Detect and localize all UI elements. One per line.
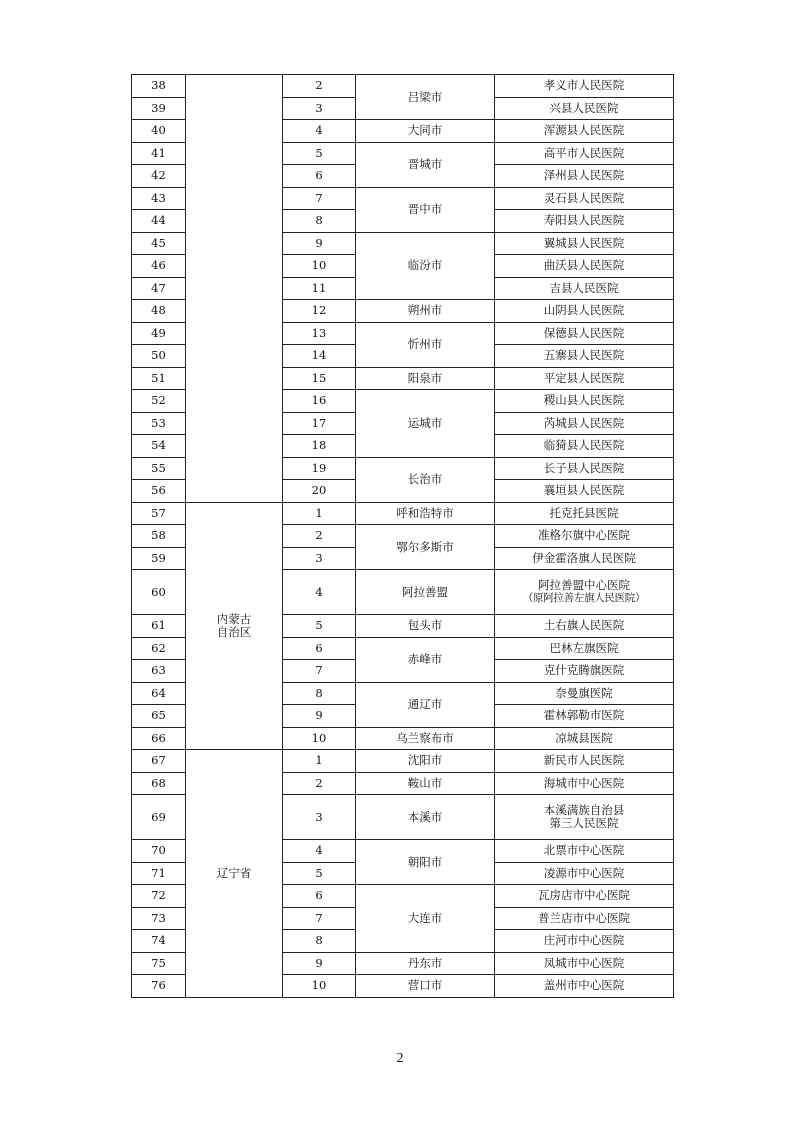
hospital-name: 山阴县人民医院 bbox=[543, 303, 625, 318]
row-number-cell: 71 bbox=[132, 862, 186, 885]
hospital-name: 阿拉善盟中心医院 bbox=[538, 578, 630, 592]
row-number-cell: 59 bbox=[132, 547, 186, 570]
hospital-name: 孝义市人民医院 bbox=[543, 78, 625, 93]
hospital-name: 凌源市中心医院 bbox=[543, 865, 625, 880]
city-cell: 鄂尔多斯市 bbox=[356, 525, 495, 570]
hospital-cell bbox=[495, 480, 674, 503]
hospital-name: 伊金霍洛旗人民医院 bbox=[532, 550, 636, 565]
city-cell: 丹东市 bbox=[356, 952, 495, 975]
hospital-cell bbox=[495, 345, 674, 368]
city-cell: 晋城市 bbox=[356, 142, 495, 187]
hospital-cell bbox=[495, 862, 674, 885]
table-body bbox=[132, 75, 674, 998]
seq-cell: 17 bbox=[283, 412, 356, 435]
row-number-cell: 47 bbox=[132, 277, 186, 300]
hospital-name: 巴林左旗医院 bbox=[549, 640, 619, 655]
row-number-cell: 44 bbox=[132, 210, 186, 233]
city-cell: 通辽市 bbox=[356, 682, 495, 727]
seq-cell: 4 bbox=[283, 120, 356, 143]
hospital-cell bbox=[495, 727, 674, 750]
hospital-cell bbox=[495, 142, 674, 165]
seq-cell: 2 bbox=[283, 525, 356, 548]
row-number-cell: 39 bbox=[132, 97, 186, 120]
row-number-cell: 53 bbox=[132, 412, 186, 435]
row-number-cell: 60 bbox=[132, 570, 186, 615]
city-cell: 乌兰察布市 bbox=[356, 727, 495, 750]
seq-cell: 3 bbox=[283, 795, 356, 840]
row-number-cell: 54 bbox=[132, 435, 186, 458]
seq-cell: 5 bbox=[283, 862, 356, 885]
city-cell: 营口市 bbox=[356, 975, 495, 998]
seq-cell: 8 bbox=[283, 682, 356, 705]
hospital-cell bbox=[495, 547, 674, 570]
seq-cell: 10 bbox=[283, 727, 356, 750]
hospital-name: 翼城县人民医院 bbox=[543, 235, 625, 250]
hospital-cell bbox=[495, 615, 674, 638]
city-cell: 包头市 bbox=[356, 615, 495, 638]
hospital-name: 霍林郭勒市医院 bbox=[543, 708, 625, 723]
city-cell: 晋中市 bbox=[356, 187, 495, 232]
hospital-name: 奈曼旗医院 bbox=[555, 685, 613, 700]
city-cell: 呼和浩特市 bbox=[356, 502, 495, 525]
hospital-cell bbox=[495, 772, 674, 795]
hospital-cell bbox=[495, 682, 674, 705]
row-number-cell: 68 bbox=[132, 772, 186, 795]
seq-cell: 8 bbox=[283, 930, 356, 953]
hospital-cell bbox=[495, 637, 674, 660]
row-number-cell: 62 bbox=[132, 637, 186, 660]
row-number-cell: 56 bbox=[132, 480, 186, 503]
row-number-cell: 52 bbox=[132, 390, 186, 413]
seq-cell: 3 bbox=[283, 97, 356, 120]
table-row bbox=[132, 750, 674, 773]
hospital-name: 盖州市中心医院 bbox=[543, 978, 625, 993]
hospital-name: 襄垣县人民医院 bbox=[543, 483, 625, 498]
hospital-name: 平定县人民医院 bbox=[543, 370, 625, 385]
city-cell: 大连市 bbox=[356, 885, 495, 953]
row-number-cell: 74 bbox=[132, 930, 186, 953]
city-cell: 沈阳市 bbox=[356, 750, 495, 773]
row-number-cell: 58 bbox=[132, 525, 186, 548]
seq-cell: 3 bbox=[283, 547, 356, 570]
seq-cell: 9 bbox=[283, 952, 356, 975]
city-cell: 大同市 bbox=[356, 120, 495, 143]
row-number-cell: 70 bbox=[132, 840, 186, 863]
hospital-name: 兴县人民医院 bbox=[549, 100, 619, 115]
hospital-name: 克什克腾旗医院 bbox=[543, 663, 625, 678]
row-number-cell: 61 bbox=[132, 615, 186, 638]
city-cell: 鞍山市 bbox=[356, 772, 495, 795]
hospital-name: 临猗县人民医院 bbox=[543, 438, 625, 453]
row-number-cell: 75 bbox=[132, 952, 186, 975]
row-number-cell: 64 bbox=[132, 682, 186, 705]
city-cell: 朔州市 bbox=[356, 300, 495, 323]
hospital-cell bbox=[495, 705, 674, 728]
row-number-cell: 67 bbox=[132, 750, 186, 773]
hospital-cell bbox=[495, 930, 674, 953]
hospital-name: 灵石县人民医院 bbox=[543, 190, 625, 205]
city-cell: 长治市 bbox=[356, 457, 495, 502]
hospital-name: 稷山县人民医院 bbox=[543, 393, 625, 408]
hospital-name: 浑源县人民医院 bbox=[543, 123, 625, 138]
hospital-cell bbox=[495, 187, 674, 210]
seq-cell: 1 bbox=[283, 750, 356, 773]
seq-cell: 4 bbox=[283, 570, 356, 615]
seq-cell: 9 bbox=[283, 705, 356, 728]
hospital-cell bbox=[495, 367, 674, 390]
seq-cell: 16 bbox=[283, 390, 356, 413]
seq-cell: 4 bbox=[283, 840, 356, 863]
hospital-name: 保德县人民医院 bbox=[543, 325, 625, 340]
hospital-name: 芮城县人民医院 bbox=[543, 415, 625, 430]
seq-cell: 8 bbox=[283, 210, 356, 233]
hospital-name: 高平市人民医院 bbox=[543, 145, 625, 160]
hospital-name: 本溪满族自治县 第三人民医院 bbox=[543, 803, 625, 830]
seq-cell: 2 bbox=[283, 772, 356, 795]
row-number-cell: 73 bbox=[132, 907, 186, 930]
row-number-cell: 49 bbox=[132, 322, 186, 345]
hospital-cell bbox=[495, 750, 674, 773]
seq-cell: 6 bbox=[283, 885, 356, 908]
hospital-cell bbox=[495, 840, 674, 863]
hospital-name: 寿阳县人民医院 bbox=[543, 213, 625, 228]
hospital-cell bbox=[495, 120, 674, 143]
seq-cell: 11 bbox=[283, 277, 356, 300]
city-cell: 阿拉善盟 bbox=[356, 570, 495, 615]
province-cell: 辽宁省 bbox=[186, 750, 283, 998]
row-number-cell: 55 bbox=[132, 457, 186, 480]
row-number-cell: 43 bbox=[132, 187, 186, 210]
city-cell: 运城市 bbox=[356, 390, 495, 458]
hospital-cell bbox=[495, 390, 674, 413]
hospital-cell bbox=[495, 457, 674, 480]
hospital-roster-table bbox=[131, 74, 674, 998]
hospital-name: 托克托县医院 bbox=[549, 505, 619, 520]
seq-cell: 6 bbox=[283, 165, 356, 188]
seq-cell: 7 bbox=[283, 660, 356, 683]
city-cell: 赤峰市 bbox=[356, 637, 495, 682]
seq-cell: 7 bbox=[283, 187, 356, 210]
hospital-cell bbox=[495, 525, 674, 548]
hospital-cell bbox=[495, 570, 674, 615]
hospital-cell bbox=[495, 277, 674, 300]
hospital-name: 吉县人民医院 bbox=[549, 280, 619, 295]
seq-cell: 12 bbox=[283, 300, 356, 323]
city-cell: 阳泉市 bbox=[356, 367, 495, 390]
hospital-cell bbox=[495, 210, 674, 233]
hospital-name: 瓦房店市中心医院 bbox=[538, 888, 630, 903]
hospital-cell bbox=[495, 75, 674, 98]
row-number-cell: 51 bbox=[132, 367, 186, 390]
hospital-name: 凤城市中心医院 bbox=[543, 955, 625, 970]
city-cell: 吕梁市 bbox=[356, 75, 495, 120]
row-number-cell: 57 bbox=[132, 502, 186, 525]
hospital-name: 泽州县人民医院 bbox=[543, 168, 625, 183]
hospital-cell bbox=[495, 435, 674, 458]
seq-cell: 10 bbox=[283, 975, 356, 998]
hospital-name: 准格尔旗中心医院 bbox=[538, 528, 630, 543]
row-number-cell: 66 bbox=[132, 727, 186, 750]
hospital-cell bbox=[495, 300, 674, 323]
hospital-name: 庄河市中心医院 bbox=[543, 933, 625, 948]
row-number-cell: 65 bbox=[132, 705, 186, 728]
row-number-cell: 50 bbox=[132, 345, 186, 368]
hospital-cell bbox=[495, 165, 674, 188]
seq-cell: 9 bbox=[283, 232, 356, 255]
hospital-cell bbox=[495, 502, 674, 525]
row-number-cell: 42 bbox=[132, 165, 186, 188]
hospital-cell bbox=[495, 232, 674, 255]
hospital-name: 曲沃县人民医院 bbox=[543, 258, 625, 273]
seq-cell: 20 bbox=[283, 480, 356, 503]
hospital-name: 普兰店市中心医院 bbox=[538, 910, 630, 925]
hospital-cell bbox=[495, 907, 674, 930]
city-cell: 忻州市 bbox=[356, 322, 495, 367]
row-number-cell: 45 bbox=[132, 232, 186, 255]
city-cell: 临汾市 bbox=[356, 232, 495, 300]
hospital-name: 五寨县人民医院 bbox=[543, 348, 625, 363]
hospital-former-name-note: （原阿拉善左旗人民医院） bbox=[522, 592, 646, 604]
seq-cell: 6 bbox=[283, 637, 356, 660]
hospital-cell bbox=[495, 97, 674, 120]
row-number-cell: 40 bbox=[132, 120, 186, 143]
hospital-cell bbox=[495, 412, 674, 435]
province-cell: 内蒙古 自治区 bbox=[186, 502, 283, 750]
hospital-name: 长子县人民医院 bbox=[543, 460, 625, 475]
city-cell: 朝阳市 bbox=[356, 840, 495, 885]
seq-cell: 19 bbox=[283, 457, 356, 480]
seq-cell: 15 bbox=[283, 367, 356, 390]
hospital-cell bbox=[495, 322, 674, 345]
row-number-cell: 48 bbox=[132, 300, 186, 323]
row-number-cell: 46 bbox=[132, 255, 186, 278]
hospital-cell bbox=[495, 795, 674, 840]
table-row bbox=[132, 75, 674, 98]
seq-cell: 7 bbox=[283, 907, 356, 930]
seq-cell: 5 bbox=[283, 615, 356, 638]
seq-cell: 18 bbox=[283, 435, 356, 458]
seq-cell: 10 bbox=[283, 255, 356, 278]
hospital-name: 土右旗人民医院 bbox=[543, 618, 625, 633]
hospital-cell bbox=[495, 952, 674, 975]
hospital-name: 北票市中心医院 bbox=[543, 843, 625, 858]
seq-cell: 1 bbox=[283, 502, 356, 525]
province-cell bbox=[186, 75, 283, 503]
seq-cell: 2 bbox=[283, 75, 356, 98]
page-number: 2 bbox=[396, 1051, 404, 1066]
row-number-cell: 69 bbox=[132, 795, 186, 840]
hospital-cell bbox=[495, 885, 674, 908]
seq-cell: 13 bbox=[283, 322, 356, 345]
row-number-cell: 72 bbox=[132, 885, 186, 908]
hospital-cell bbox=[495, 975, 674, 998]
hospital-name: 海城市中心医院 bbox=[543, 775, 625, 790]
row-number-cell: 63 bbox=[132, 660, 186, 683]
hospital-cell bbox=[495, 255, 674, 278]
hospital-cell bbox=[495, 660, 674, 683]
hospital-name: 凉城县医院 bbox=[555, 730, 613, 745]
row-number-cell: 38 bbox=[132, 75, 186, 98]
row-number-cell: 76 bbox=[132, 975, 186, 998]
city-cell: 本溪市 bbox=[356, 795, 495, 840]
hospital-name: 新民市人民医院 bbox=[543, 753, 625, 768]
seq-cell: 14 bbox=[283, 345, 356, 368]
seq-cell: 5 bbox=[283, 142, 356, 165]
table-row bbox=[132, 502, 674, 525]
row-number-cell: 41 bbox=[132, 142, 186, 165]
